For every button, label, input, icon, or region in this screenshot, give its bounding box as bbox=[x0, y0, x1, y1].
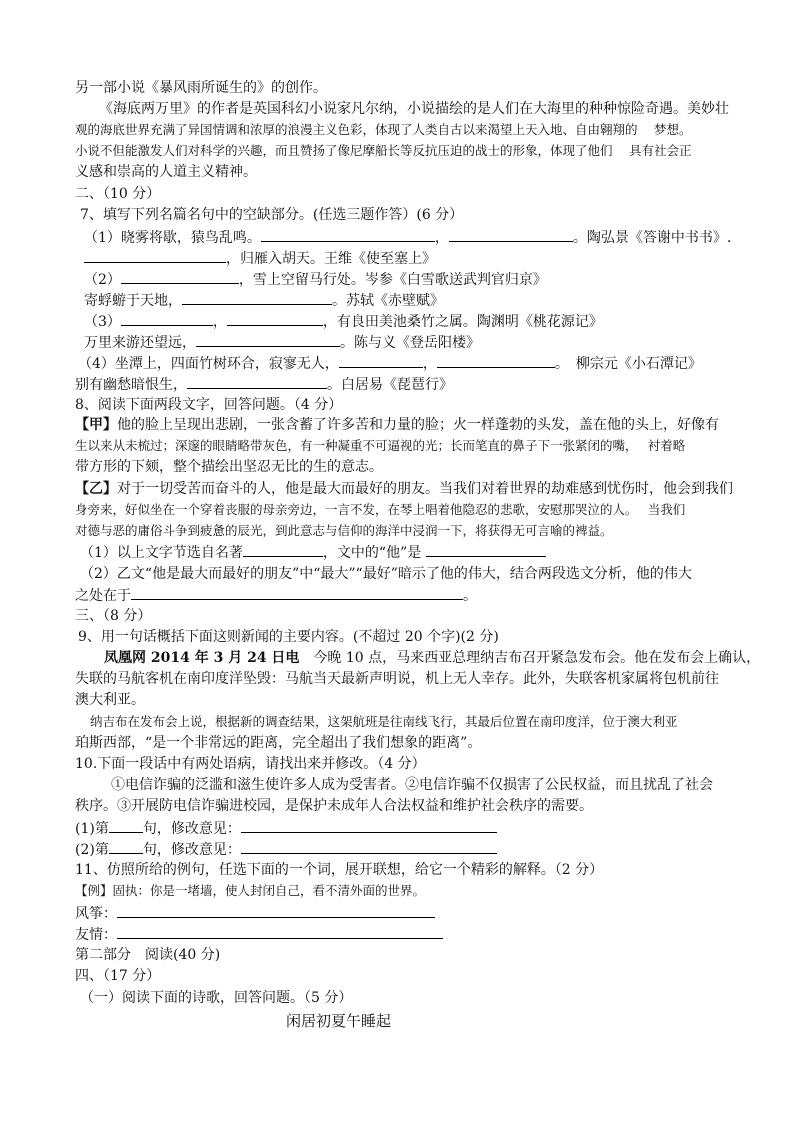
q7-item1b: ，归雁入胡天。王维《使至塞上》 bbox=[84, 248, 436, 269]
passage-yi-line: 对德与恶的庸俗斗争到疲惫的辰光，到此意志与信仰的海洋中浸润一下，将获得无可言喻的裨益。 bbox=[75, 523, 613, 538]
section-heading: 二、（10 分） bbox=[75, 186, 161, 202]
blank-line[interactable] bbox=[182, 290, 332, 305]
blank-line[interactable] bbox=[117, 924, 443, 939]
q10-answer-1: (1)第 句，修改意见： bbox=[75, 818, 497, 839]
news-line: 纳吉布在发布会上说，根据新的调查结果，这架航班是往南线飞行，其最后位置在南印度洋，位于澳大利亚 bbox=[90, 714, 678, 729]
q10-answer-2: (2)第 句，修改意见： bbox=[75, 839, 497, 860]
q7-item1: （1）晓雾将歇，猿鸟乱鸣。 ， 。陶弘景《答谢中书书》. bbox=[84, 227, 731, 248]
passage-yi-line: 身旁来，好似坐在一个穿着丧服的母亲旁边，一言不发，在琴上唱着他隐忍的悲歌，安慰那哭泣的人。 当我们 bbox=[75, 502, 686, 517]
news-line: 澳大利亚。 bbox=[75, 692, 145, 708]
question-title: 9、用一句话概括下面这则新闻的主要内容。(不超过 20 个字)(2 分) bbox=[78, 629, 499, 645]
q8-sub2-answer: 之处在于 。 bbox=[75, 585, 477, 606]
question-title: 8、阅读下面两段文字，回答问题。（4 分） bbox=[75, 397, 343, 413]
blank-line[interactable] bbox=[261, 227, 435, 242]
blank-line[interactable] bbox=[241, 818, 497, 833]
blank-line[interactable] bbox=[121, 269, 239, 284]
blank-line[interactable] bbox=[227, 311, 323, 326]
text-line: 另一部小说《暴风雨所诞生的》的创作。 bbox=[75, 80, 327, 96]
blank-line[interactable] bbox=[117, 903, 435, 918]
blank-line[interactable] bbox=[449, 227, 573, 242]
news-line: 失联的马航客机在南印度洋坠毁：马航当天最新声明说，机上无人幸存。此外，失联客机家属将包机前往 bbox=[75, 671, 719, 687]
q7-item2a: （2） ，雪上空留马行处。岑参《白雪歌送武判官归京》 bbox=[84, 269, 547, 290]
blank-line[interactable] bbox=[241, 839, 497, 854]
blank-line[interactable] bbox=[426, 542, 546, 557]
q10-text: 秩序。③开展防电信诈骗进校园，是保护未成年人合法权益和维护社会秩序的需要。 bbox=[75, 798, 593, 814]
part-heading: 第二部分 阅读(40 分) bbox=[75, 947, 221, 963]
q7-item2b: 寄蜉蝣于天地， 。苏轼《赤壁赋》 bbox=[84, 290, 444, 311]
q10-text: ①电信诈骗的泛滥和滋生使许多人成为受害者。②电信诈骗不仅损害了公民权益，而且扰乱了社会 bbox=[111, 777, 713, 793]
blank-line[interactable] bbox=[339, 353, 423, 368]
q8-sub1: （1）以上文字节选自名著 ，文中的“他”是 bbox=[80, 542, 546, 563]
section-heading: 三、（8 分） bbox=[75, 608, 152, 624]
q7-item4a: （4）坐潭上，四面竹树环合，寂寥无人， ， 。 柳宗元《小石潭记》 bbox=[78, 353, 702, 374]
blank-line[interactable] bbox=[109, 839, 143, 854]
blank-line[interactable] bbox=[131, 585, 463, 600]
text-line: 观的海底世界充满了异国情调和浓厚的浪漫主义色彩，体现了人类自古以来渴望上天入地、自由翱翔的 梦想。 bbox=[75, 122, 692, 137]
blank-line[interactable] bbox=[84, 248, 226, 263]
question-title: 11、仿照所给的例句，任选下面的一个词，展开联想，给它一个精彩的解释。（2 分） bbox=[75, 862, 604, 878]
question-title: 10.下面一段话中有两处语病，请找出来并修改。（4 分） bbox=[75, 756, 426, 772]
text-line: 《海底两万里》的作者是英国科幻小说家凡尔纳，小说描绘的是人们在大海里的种种惊险奇遇。美妙壮 bbox=[99, 101, 729, 117]
q8-sub2: （2）乙文“他是最大而最好的朋友”中“最大”“最好”暗示了他的伟大，结合两段选文分析，他的伟大 bbox=[80, 566, 692, 582]
passage-jia-line: 生以来从未梳过；深邃的眼睛略带灰色，有一种凝重不可逼视的光；长而笔直的鼻子下一张紧闭的嘴， 衬着略 bbox=[75, 438, 686, 453]
passage-yi-line: 【乙】对于一切受苦而奋斗的人，他是最大而最好的朋友。当我们对着世界的劫难感到忧伤时，他会到我们 bbox=[75, 481, 733, 497]
blank-line[interactable] bbox=[121, 311, 213, 326]
passage-jia-line: 带方形的下颏，整个描绘出坚忍无比的生的意志。 bbox=[75, 459, 383, 475]
blank-line[interactable] bbox=[437, 353, 555, 368]
poem-title: 闲居初夏午睡起 bbox=[286, 1012, 392, 1030]
q11-answer-2: 友情： bbox=[75, 924, 443, 945]
section-heading: 四、（17 分） bbox=[75, 968, 161, 984]
q7-item3a: （3） ， ，有良田美池桑竹之属。陶渊明《桃花源记》 bbox=[84, 311, 603, 332]
q11-example: 【例】固执：你是一堵墙，使人封闭自己，看不清外面的世界。 bbox=[75, 883, 426, 898]
q7-item4b: 别有幽愁暗恨生， 。白居易《琵琶行》 bbox=[75, 374, 453, 395]
subsection-heading: （一）阅读下面的诗歌，回答问题。（5 分） bbox=[80, 990, 353, 1006]
news-line: 凤凰网 2014 年 3 月 24 日电 今晚 10 点，马来西亚总理纳吉布召开紧急发布会。他在发布会上确认， bbox=[104, 650, 761, 666]
news-line: 珀斯西部，“是一个非常远的距离，完全超出了我们想象的距离”。 bbox=[75, 735, 482, 751]
q11-answer-1: 风筝： bbox=[75, 903, 435, 924]
blank-line[interactable] bbox=[109, 818, 143, 833]
question-title: 7、填写下列名篇名句中的空缺部分。(任选三题作答）(6 分） bbox=[80, 207, 464, 223]
blank-line[interactable] bbox=[243, 542, 323, 557]
text-line: 义感和崇高的人道主义精神。 bbox=[75, 164, 257, 180]
blank-line[interactable] bbox=[196, 332, 340, 347]
text-line: 小说不但能激发人们对科学的兴趣，而且赞扬了像尼摩船长等反抗压迫的战士的形象，体现了他们 具有社会正 bbox=[75, 143, 692, 158]
passage-jia-line: 【甲】他的脸上呈现出悲剧，一张含蓄了许多苦和力量的脸；火一样蓬勃的头发，盖在他的头上，好像有 bbox=[75, 417, 719, 433]
blank-line[interactable] bbox=[187, 374, 327, 389]
q7-item3b: 万里来游还望远， 。陈与义《登岳阳楼》 bbox=[84, 332, 480, 353]
